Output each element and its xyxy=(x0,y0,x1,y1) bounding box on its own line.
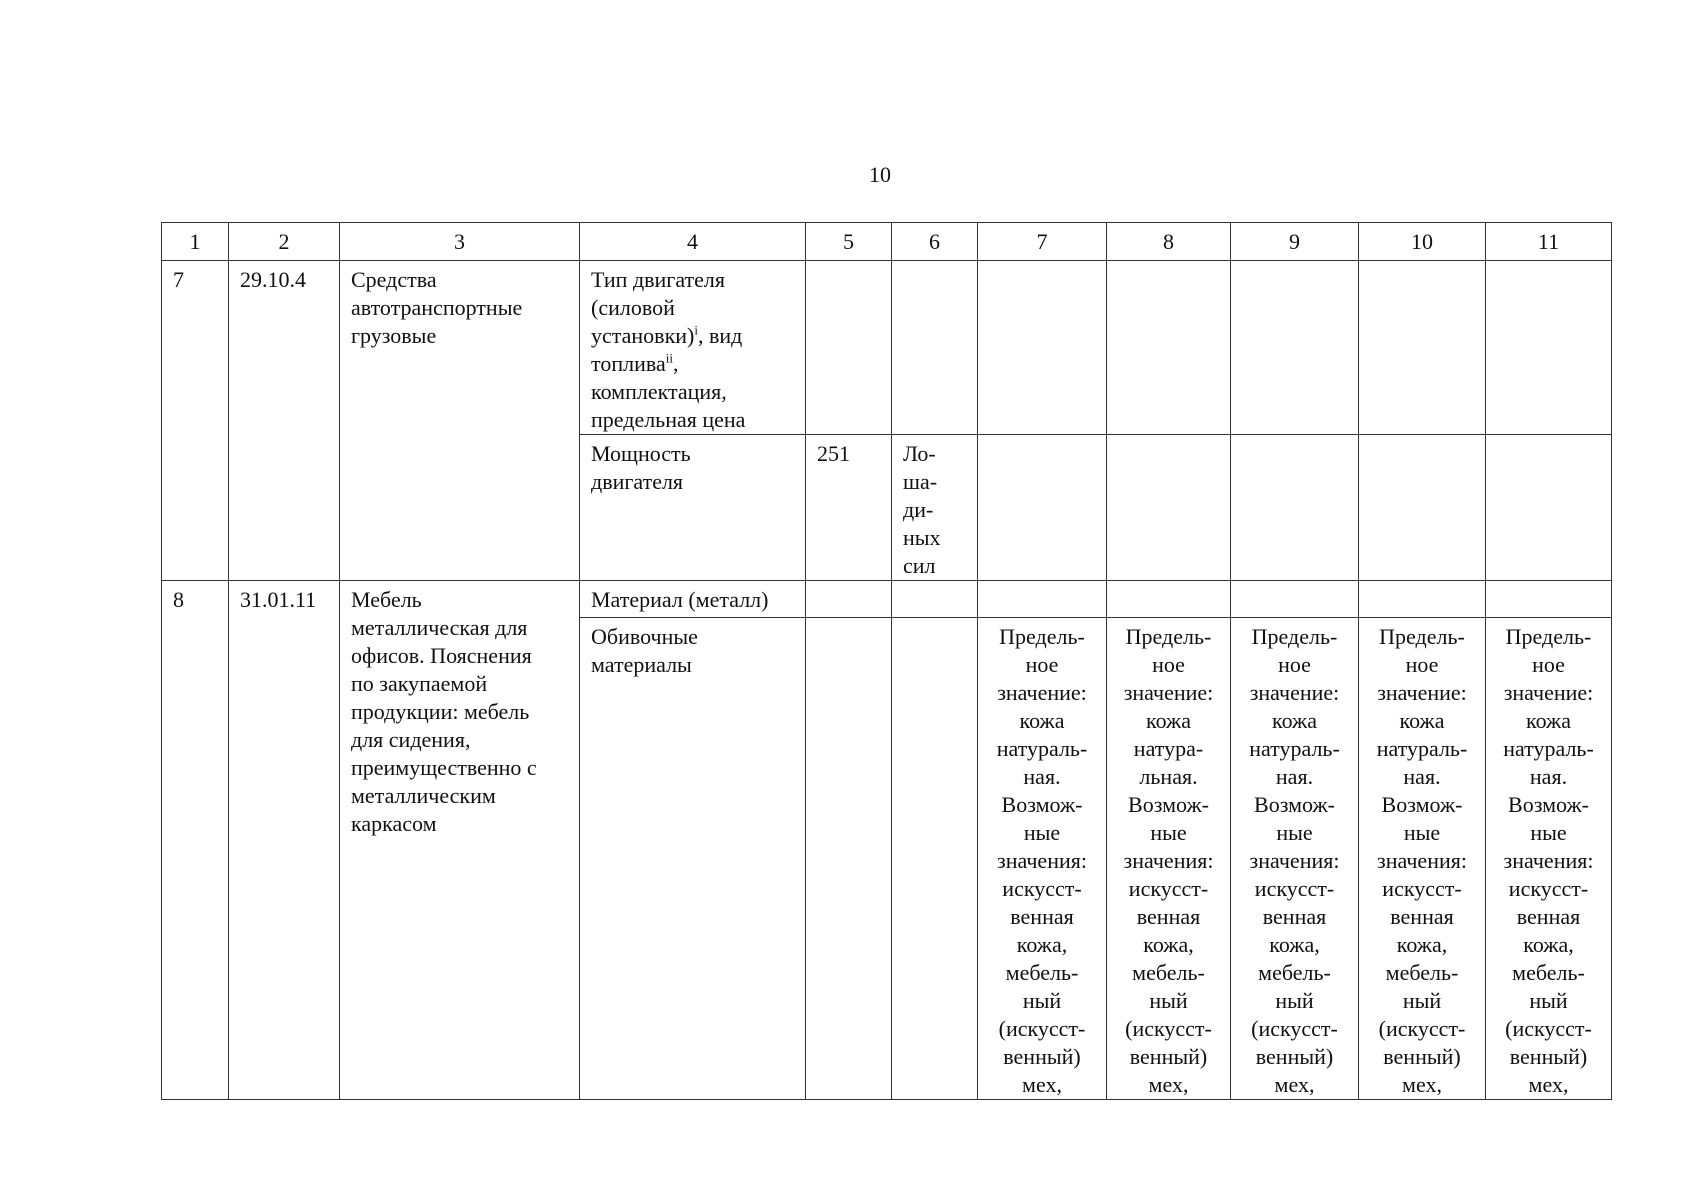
empty-cell xyxy=(1231,581,1359,618)
empty-cell xyxy=(892,618,978,1100)
row-number: 7 xyxy=(162,261,229,581)
header-cell: 7 xyxy=(978,223,1107,261)
empty-cell xyxy=(978,581,1107,618)
empty-cell xyxy=(1486,581,1612,618)
characteristic-name: Материал (металл) xyxy=(580,581,806,618)
header-cell: 10 xyxy=(1359,223,1486,261)
empty-cell xyxy=(978,261,1107,435)
characteristic-text: , комплектация, предельная цена xyxy=(591,351,746,432)
empty-cell xyxy=(806,261,892,435)
characteristic-value: Предель- ное значение: кожа натураль- ная. Возмож- ные значения: искусст- венная кожа, мебель- ный (искусст- венный) мех, xyxy=(978,618,1107,1100)
header-cell: 2 xyxy=(229,223,340,261)
row-number: 8 xyxy=(162,581,229,1100)
empty-cell xyxy=(892,581,978,618)
characteristic-value: Предель- ное значение: кожа натураль- ная. Возмож- ные значения: искусст- венная кожа, мебель- ный (искусст- венный) мех, xyxy=(1486,618,1612,1100)
empty-cell xyxy=(806,581,892,618)
header-cell: 8 xyxy=(1107,223,1231,261)
product-name: Средства автотранспортные грузовые xyxy=(340,261,580,581)
footnote-mark: ii xyxy=(665,350,673,366)
characteristic-name: Мощность двигателя xyxy=(580,435,806,581)
empty-cell xyxy=(806,618,892,1100)
okpd-code: 29.10.4 xyxy=(229,261,340,581)
empty-cell xyxy=(978,435,1107,581)
characteristic-name: Обивочные материалы xyxy=(580,618,806,1100)
empty-cell xyxy=(1107,581,1231,618)
header-cell: 9 xyxy=(1231,223,1359,261)
empty-cell xyxy=(1486,261,1612,435)
header-cell: 4 xyxy=(580,223,806,261)
characteristic-value: Предель- ное значение: кожа натура- льная. Возмож- ные значения: искусст- венная кожа, мебель- ный (искусст- венный) мех, xyxy=(1107,618,1231,1100)
header-cell: 3 xyxy=(340,223,580,261)
empty-cell xyxy=(1107,261,1231,435)
empty-cell xyxy=(1231,261,1359,435)
okpd-code: 31.01.11 xyxy=(229,581,340,1100)
characteristic-value: Предель- ное значение: кожа натураль- ная. Возмож- ные значения: искусст- венная кожа, мебель- ный (искусст- венный) мех, xyxy=(1359,618,1486,1100)
table-row xyxy=(162,581,1612,618)
empty-cell xyxy=(1231,435,1359,581)
empty-cell xyxy=(1107,435,1231,581)
footnote-mark: i xyxy=(694,322,698,338)
empty-cell xyxy=(1486,435,1612,581)
catalog-table xyxy=(161,222,1612,1100)
unit-code: 251 xyxy=(806,435,892,581)
table-row xyxy=(162,261,1612,435)
product-name: Мебель металлическая для офисов. Пояснения по закупаемой продукции: мебель для сидения, преимущественно с металлическим каркасом xyxy=(340,581,580,1100)
header-cell: 6 xyxy=(892,223,978,261)
unit-name: Ло- ша- ди- ных сил xyxy=(892,435,978,581)
empty-cell xyxy=(1359,261,1486,435)
characteristic-text: , вид топлива xyxy=(591,323,743,376)
page-number: 10 xyxy=(869,162,891,187)
header-row xyxy=(162,223,1612,261)
empty-cell xyxy=(1359,581,1486,618)
header-cell: 1 xyxy=(162,223,229,261)
header-cell: 5 xyxy=(806,223,892,261)
characteristic-name xyxy=(580,261,806,435)
empty-cell xyxy=(1359,435,1486,581)
characteristic-value: Предель- ное значение: кожа натураль- ная. Возмож- ные значения: искусст- венная кожа, мебель- ный (искусст- венный) мех, xyxy=(1231,618,1359,1100)
header-cell: 11 xyxy=(1486,223,1612,261)
characteristic-text: Тип двигателя (силовой установки) xyxy=(591,267,725,348)
empty-cell xyxy=(892,261,978,435)
